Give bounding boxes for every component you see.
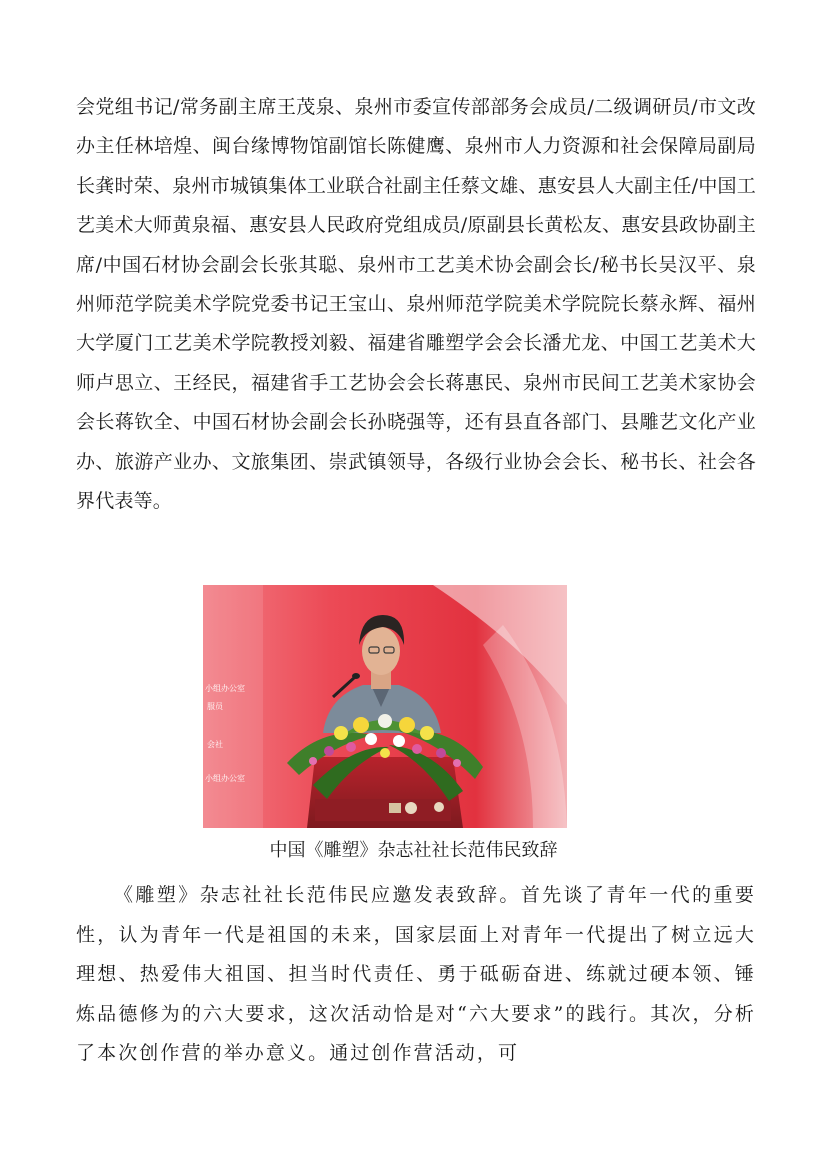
backdrop-text: 会社 (207, 740, 223, 749)
attendee-list-paragraph: 会党组书记/常务副主席王茂泉、泉州市委宣传部部务会成员/二级调研员/市文改办主任林培煌、闽台缘博物馆副馆长陈健鹰、泉州市人力资源和社会保障局副局长龚时荣、泉州市城镇集体工业联合社副主任蔡文雄、惠安县人大副主任/中国工艺美术大师黄泉福、惠安县人民政府党组成员/原副县长黄松友、惠安县政协副主席/中国石材协会副会长张其聪、泉州市工艺美术协会副会长/秘书长吴汉平、泉州师范学院美术学院党委书记王宝山、泉州师范学院美术学院院长蔡永辉、福州大学厦门工艺美术学院教授刘毅、福建省雕塑学会会长潘尤龙、中国工艺美术大师卢思立、王经民，福建省手工艺协会会长蒋惠民、泉州市民间工艺美术家协会会长蒋钦全、中国石材协会副会长孙晓强等，还有县直各部门、县雕艺文化产业办、旅游产业办、文旅集团、崇武镇领导，各级行业协会会长、秘书长、社会各界代表等。 (76, 96, 756, 513)
backdrop-text: 小组办公室 (205, 684, 245, 693)
backdrop-text: 服员 (207, 702, 223, 711)
backdrop-text: 小组办公室 (205, 774, 245, 783)
speech-summary-paragraph: 《雕塑》杂志社社长范伟民应邀发表致辞。首先谈了青年一代的重要性，认为青年一代是祖国的未来，国家层面上对青年一代提出了树立远大理想、热爱伟大祖国、担当时代责任、勇于砥砺奋进、练就过硬本领、锤炼品德修为的六大要求，这次活动恰是对“六大要求”的践行。其次，分析了本次创作营的举办意义。通过创作营活动，可 (76, 884, 756, 1065)
photo-caption: 中国《雕塑》杂志社社长范伟民致辞 (269, 840, 558, 861)
speech-photo (203, 585, 567, 828)
